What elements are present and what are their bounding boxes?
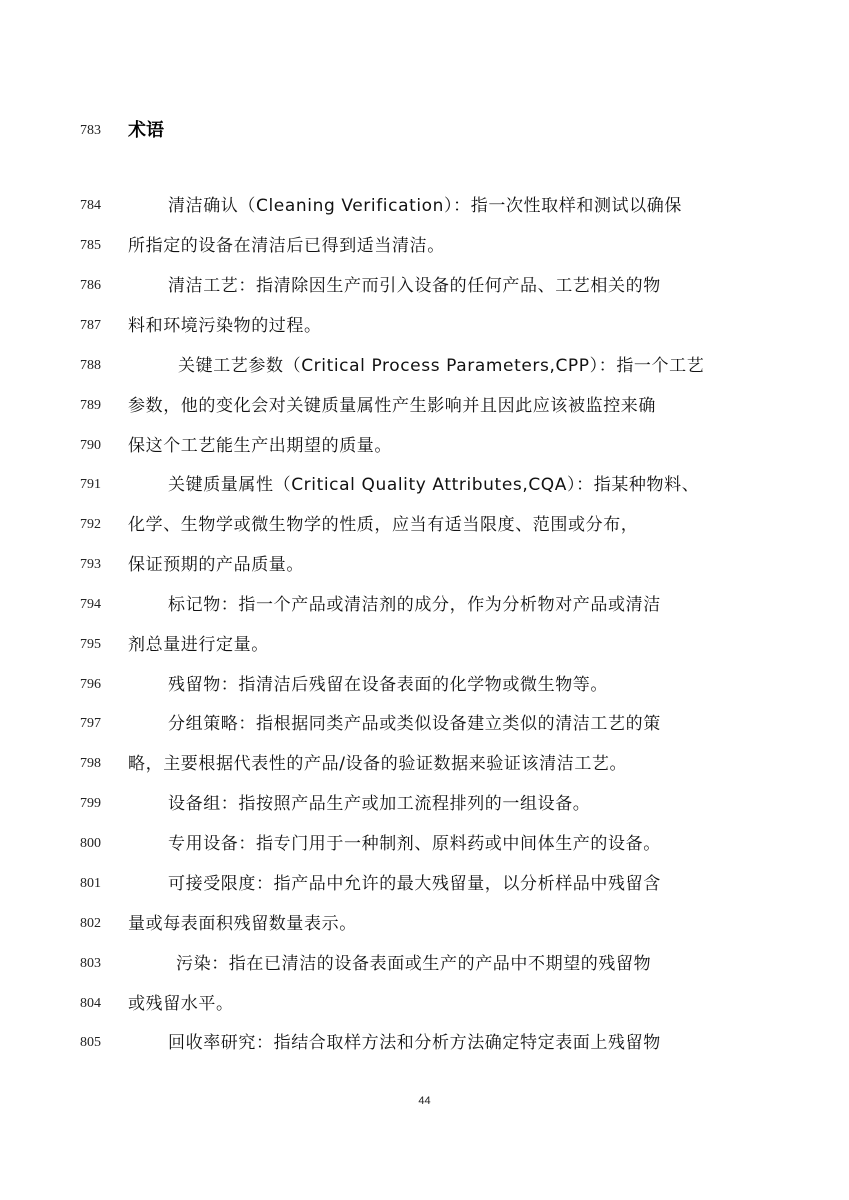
line-text: 保证预期的产品质量。 xyxy=(128,555,304,575)
line-text: 保这个工艺能生产出期望的质量。 xyxy=(128,436,392,456)
text-line xyxy=(0,670,849,700)
text-line xyxy=(0,590,849,620)
line-number: 787 xyxy=(80,318,101,333)
section-heading: 术语 xyxy=(128,120,164,141)
text-line xyxy=(0,630,849,660)
heading-row xyxy=(0,116,849,146)
line-number: 798 xyxy=(80,756,101,771)
line-text: 可接受限度：指产品中允许的最大残留量，以分析样品中残留含 xyxy=(168,874,661,894)
line-number: 789 xyxy=(80,398,101,413)
line-number: 801 xyxy=(80,876,101,891)
line-number: 793 xyxy=(80,557,101,572)
line-text: 所指定的设备在清洁后已得到适当清洁。 xyxy=(128,236,445,256)
text-line xyxy=(0,470,849,500)
text-line xyxy=(0,231,849,261)
line-text: 参数，他的变化会对关键质量属性产生影响并且因此应该被监控来确 xyxy=(128,396,656,416)
line-number: 805 xyxy=(80,1035,101,1050)
text-line xyxy=(0,431,849,461)
line-number: 792 xyxy=(80,517,101,532)
line-text: 剂总量进行定量。 xyxy=(128,635,269,655)
line-number: 797 xyxy=(80,716,101,731)
line-number: 799 xyxy=(80,796,101,811)
line-text: 量或每表面积残留数量表示。 xyxy=(128,914,357,934)
line-text: 残留物：指清洁后残留在设备表面的化学物或微生物等。 xyxy=(168,675,608,695)
line-number: 786 xyxy=(80,278,101,293)
text-line xyxy=(0,789,849,819)
line-number: 784 xyxy=(80,198,101,213)
line-text: 污染：指在已清洁的设备表面或生产的产品中不期望的残留物 xyxy=(176,954,652,974)
line-text: 清洁工艺：指清除因生产而引入设备的任何产品、工艺相关的物 xyxy=(168,276,661,296)
text-line xyxy=(0,351,849,381)
line-text: 分组策略：指根据同类产品或类似设备建立类似的清洁工艺的策 xyxy=(168,714,661,734)
line-number: 791 xyxy=(80,477,101,492)
text-line xyxy=(0,909,849,939)
text-line xyxy=(0,391,849,421)
line-text: 标记物：指一个产品或清洁剂的成分，作为分析物对产品或清洁 xyxy=(168,595,661,615)
line-number: 802 xyxy=(80,916,101,931)
line-text: 清洁确认（Cleaning Verification）：指一次性取样和测试以确保 xyxy=(168,196,682,216)
text-line xyxy=(0,191,849,221)
line-text: 或残留水平。 xyxy=(128,994,234,1014)
text-line xyxy=(0,949,849,979)
text-line xyxy=(0,869,849,899)
line-text: 略，主要根据代表性的产品/设备的验证数据来验证该清洁工艺。 xyxy=(128,754,628,774)
text-line xyxy=(0,510,849,540)
line-number: 785 xyxy=(80,238,101,253)
line-text: 关键工艺参数（Critical Process Parameters,CPP）：指一个工艺 xyxy=(178,356,705,376)
line-number: 800 xyxy=(80,836,101,851)
line-number: 794 xyxy=(80,597,101,612)
line-number: 796 xyxy=(80,677,101,692)
line-number: 790 xyxy=(80,438,101,453)
line-text: 关键质量属性（Critical Quality Attributes,CQA）：指某种物料、 xyxy=(168,475,700,495)
text-line xyxy=(0,829,849,859)
line-number: 804 xyxy=(80,996,101,1011)
line-text: 设备组：指按照产品生产或加工流程排列的一组设备。 xyxy=(168,794,591,814)
line-text: 专用设备：指专门用于一种制剂、原料药或中间体生产的设备。 xyxy=(168,834,661,854)
text-line xyxy=(0,271,849,301)
text-line xyxy=(0,550,849,580)
line-text: 化学、生物学或微生物学的性质，应当有适当限度、范围或分布， xyxy=(128,515,639,535)
line-number: 788 xyxy=(80,358,101,373)
text-line xyxy=(0,311,849,341)
line-number: 795 xyxy=(80,637,101,652)
text-line xyxy=(0,749,849,779)
text-line xyxy=(0,709,849,739)
line-number: 803 xyxy=(80,956,101,971)
text-line xyxy=(0,1028,849,1058)
page-number: 44 xyxy=(418,1095,431,1107)
line-number: 783 xyxy=(80,123,101,138)
text-line xyxy=(0,989,849,1019)
line-text: 料和环境污染物的过程。 xyxy=(128,316,322,336)
line-text: 回收率研究：指结合取样方法和分析方法确定特定表面上残留物 xyxy=(168,1033,661,1053)
